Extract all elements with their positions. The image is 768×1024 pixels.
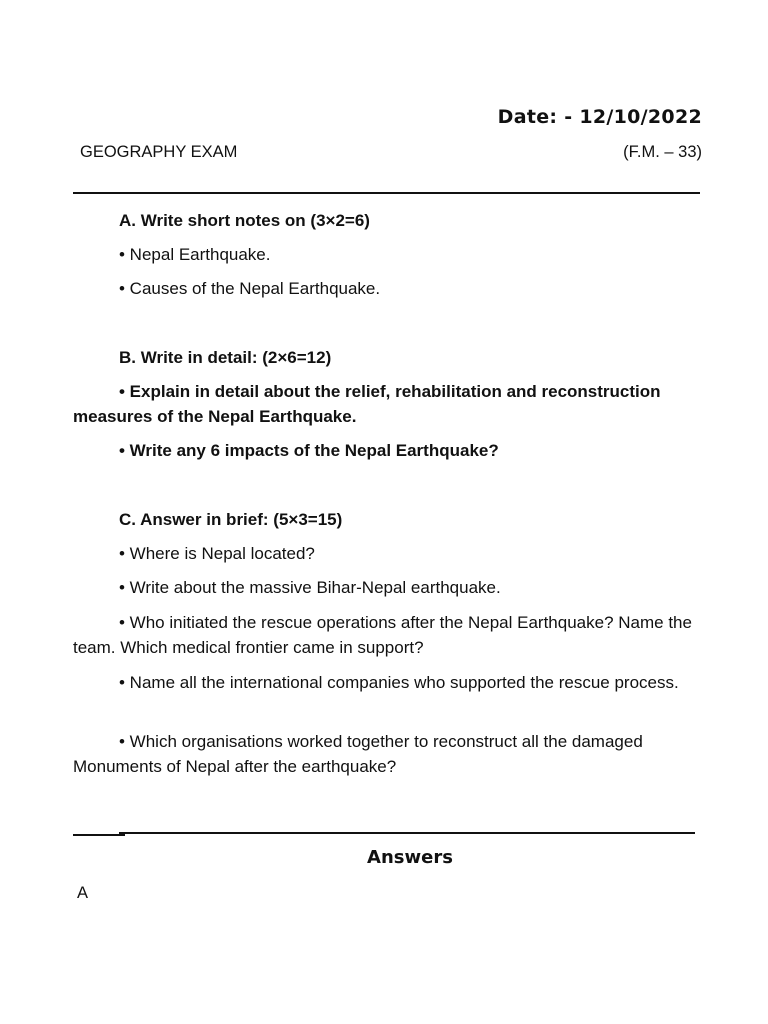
section-c-heading: C. Answer in brief: (5×3=15) [119,510,343,529]
section-b-heading: B. Write in detail: (2×6=12) [119,348,332,367]
section-c-item: • Name all the international companies who supported the rescue process. [119,673,679,692]
section-c-item: • Where is Nepal located? [119,544,315,563]
section-b-item: • Explain in detail about the relief, rehabilitation and reconstruction measures of the Nepal Earthquake. [73,382,661,426]
full-marks: (F.M. – 33) [623,143,702,161]
section-c-item: • Write about the massive Bihar-Nepal earthquake. [119,578,501,597]
section-a-item: • Causes of the Nepal Earthquake. [119,279,381,298]
header-divider [73,192,700,194]
answer-section-label: A [77,884,89,902]
answers-divider [119,832,695,834]
section-b-item: • Write any 6 impacts of the Nepal Earthquake? [119,441,499,460]
section-a-item: • Nepal Earthquake. [119,245,271,264]
answers-divider-continuation [73,834,125,836]
section-c-item: • Who initiated the rescue operations after the Nepal Earthquake? Name the team. Which medical frontier came in support? [73,613,692,657]
section-c-item: • Which organisations worked together to reconstruct all the damaged Monuments of Nepal after the earthquake? [73,732,643,776]
exam-date: Date: - 12/10/2022 [497,106,702,128]
answers-heading: Answers [367,847,453,868]
exam-title: GEOGRAPHY EXAM [80,143,238,161]
section-a-heading: A. Write short notes on (3×2=6) [119,211,370,230]
